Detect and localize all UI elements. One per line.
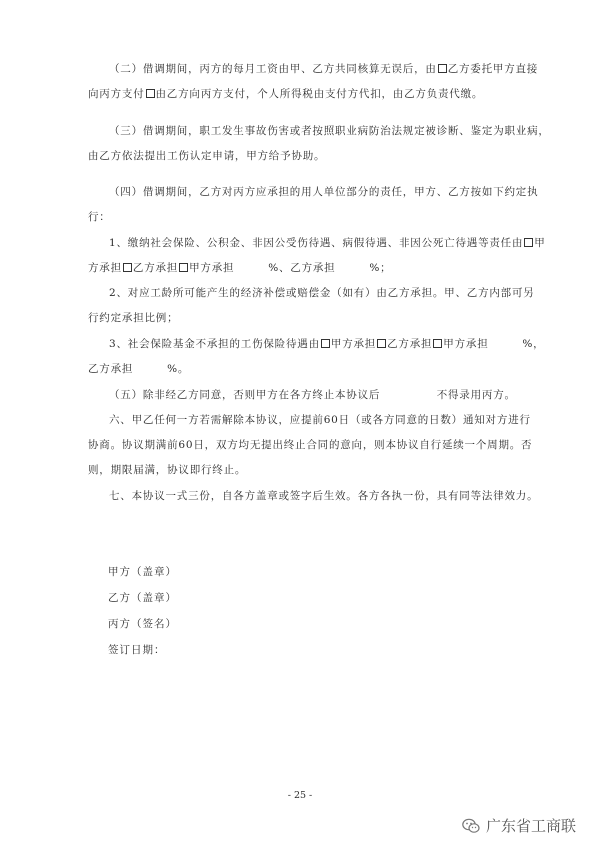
signature-party-a: 甲方（盖章） <box>108 566 177 578</box>
paragraph-4-line-1: （四）借调期间，乙方对丙方应承担的用人单位部分的责任，甲方、乙方按如下约定执 <box>109 186 539 198</box>
checkbox[interactable] <box>146 89 155 98</box>
checkbox[interactable] <box>179 263 188 272</box>
brand-watermark <box>462 815 576 836</box>
paragraph-3-line-1: （三）借调期间，职工发生事故伤害或者按照职业病防治法规定被诊断、鉴定为职业病， <box>109 125 550 137</box>
item-1-line-1: 1、缴纳社会保险、公积金、非因公受伤待遇、病假待遇、非因公死亡待遇等责任由 甲 <box>109 237 546 249</box>
paragraph-5: （五）除非经乙方同意，否则甲方在各方终止本协议后 不得录用丙方。 <box>109 389 516 401</box>
paragraph-2-line-2: 向丙方支付 由乙方向丙方支付，个人所得税由支付方代扣，由乙方负责代缴。 <box>88 88 484 100</box>
checkbox[interactable] <box>321 339 330 348</box>
paragraph-3-line-2: 由乙方依法提出工伤认定申请，甲方给予协助。 <box>88 150 326 162</box>
brand-name: 广东省工商联 <box>485 817 576 835</box>
paragraph-2-line-1: （二）借调期间，丙方的每月工资由甲、乙方共同核算无误后，由 乙方委托甲方直接 <box>109 63 539 75</box>
signing-date: 签订日期： <box>108 644 166 656</box>
clause-6-line-1: 六、甲乙任何一方若需解除本协议，应提前60日（或各方同意的日数）通知对方进行 <box>109 414 531 426</box>
clause-6-line-3: 则，期限届满，协议即行终止。 <box>88 464 247 476</box>
item-2-line-1: 2、对应工龄所可能产生的经济补偿或赔偿金（如有）由乙方承担。甲、乙方内部可另 <box>109 287 535 299</box>
checkbox[interactable] <box>524 238 533 247</box>
item-3-line-1: 3、社会保险基金不承担的工伤保险待遇由 甲方承担 乙方承担 甲方承担 %， <box>109 338 545 350</box>
clause-7: 七、本协议一式三份，自各方盖章或签字后生效。各方各执一份，具有同等法律效力。 <box>109 490 539 502</box>
item-1-line-2: 方承担 乙方承担 甲方承担 %、乙方承担 %； <box>88 262 392 274</box>
paragraph-4-line-2: 行： <box>88 211 111 223</box>
item-2-line-2: 行约定承担比例； <box>88 312 179 324</box>
signature-party-b: 乙方（盖章） <box>108 592 177 604</box>
checkbox[interactable] <box>433 339 442 348</box>
checkbox[interactable] <box>438 64 447 73</box>
checkbox[interactable] <box>377 339 386 348</box>
clause-6-line-2: 协商。协议期满前60日，双方均无提出终止合同的意向，则本协议自行延续一个周期。否 <box>88 439 533 451</box>
item-3-line-2: 乙方承担 %。 <box>88 363 190 375</box>
checkbox[interactable] <box>123 263 132 272</box>
signature-party-c: 丙方（签名） <box>108 618 177 630</box>
wechat-icon <box>462 818 480 834</box>
page-number: - 25 - <box>287 790 313 801</box>
